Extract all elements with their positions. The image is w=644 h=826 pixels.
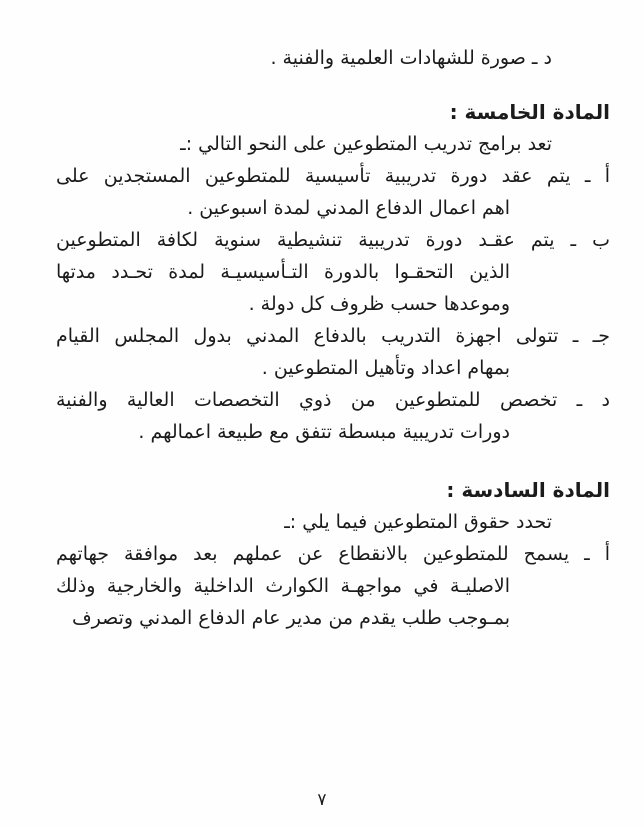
article-5-heading: المادة الخامسة : [449,100,610,124]
page-number: ٧ [317,790,327,810]
article-5-item-c-line-2: بمهام اعداد وتأهيل المتطوعين . [261,357,510,379]
article-5-item-c-line-1: جـ ـ تتولى اجهزة التدريب بالدفاع المدني بدول المجلس القيام [56,325,610,347]
article-6-heading: المادة السادسة : [446,478,610,502]
article-6-item-a-line-3: بمـوجب طلب يقدم من مدير عام الدفاع المدني وتصرف [71,607,510,629]
article-6-intro: تحدد حقوق المتطوعين فيما يلي :ـ [284,511,552,533]
article-5-item-a-line-2: اهم اعمال الدفاع المدني لمدة اسبوعين . [187,197,510,219]
article-5-item-b-line-3: وموعدها حسب ظروف كل دولة . [248,293,510,315]
document-content [56,42,610,634]
article-5-intro: تعد برامج تدريب المتطوعين على النحو التالي :ـ [180,133,552,155]
article-5-item-d-line-2: دورات تدريبية مبسطة تتفق مع طبيعة اعمالهم . [138,421,510,443]
article-5-item-b-line-2: الذين التحقـوا بالدورة التـأسيسيـة لمدة تحـدد مدتها [56,261,510,283]
article-5-item-b-line-1: ب ـ يتم عقـد دورة تدريبية تنشيطية سنوية لكافة المتطوعين [56,229,610,251]
article-6-item-a-line-1: أ ـ يسمح للمتطوعين بالانقطاع عن عملهم بعد موافقة جهاتهم [56,543,610,565]
certificates-copy-line: د ـ صورة للشهادات العلمية والفنية . [270,47,552,69]
article-5-item-a-line-1: أ ـ يتم عقد دورة تدريبية تأسيسية للمتطوعين المستجدين على [56,165,610,187]
article-6-item-a-line-2: الاصليـة في مواجهـة الكوارث الداخلية والخارجية وذلك [56,575,510,597]
article-5-item-d-line-1: د ـ تخصص للمتطوعين من ذوي التخصصات العالية والفنية [56,389,610,411]
